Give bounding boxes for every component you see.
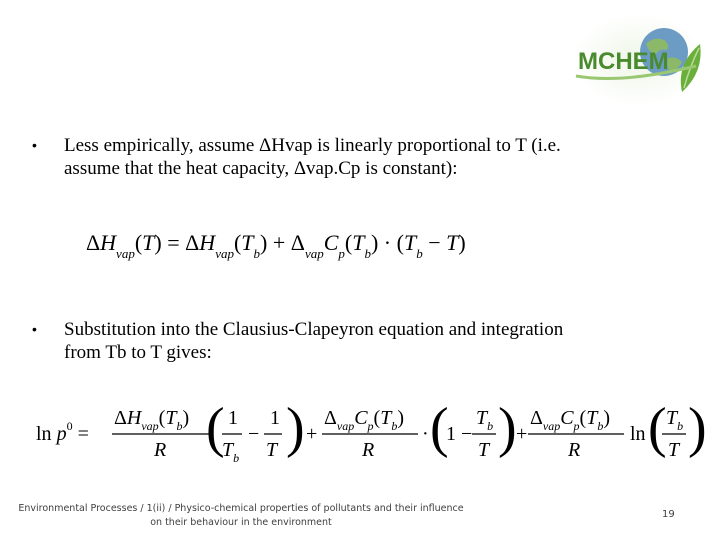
svg-text:+: + (306, 423, 318, 445)
svg-text:T: T (478, 439, 490, 461)
svg-text:Tb: $T_b$ (666, 407, 684, 433)
logo-graphic (572, 14, 704, 106)
svg-text:ΔHvap(Tb): $\Delta H_{vap}(T_b)$ (114, 407, 190, 433)
bullet-marker: • (32, 137, 37, 153)
svg-text:+: + (516, 423, 528, 445)
footer-line-2: on their behaviour in the environment (150, 517, 332, 528)
svg-text:(: ( (206, 397, 225, 459)
equation-2 (36, 396, 706, 476)
svg-text:ΔvapCp(Tb): $\Delta_{vap}C_p(T_b)$ (530, 407, 611, 433)
bullet-1-line-1: Less empirically, assume ΔHvap is linearly proportional to T (i.e. (64, 135, 561, 156)
svg-text:R: R (568, 439, 581, 461)
svg-text:ΔvapCp(Tb): $\Delta_{vap}C_p(T_b)$ (324, 407, 405, 433)
svg-text:T: T (266, 439, 278, 461)
svg-text:1: 1 (270, 407, 280, 429)
svg-text:ΔHvap(T) = ΔHvap(Tb) + ΔvapCp(: $\Delta H_{vap}(T) = \Delta H_{vap}(T_b) + \Delta_{vap}C_p(T_b) \cdot (T_b - T)$ (86, 230, 466, 261)
svg-text:ln p0 =: $\ln p^0$ = (36, 419, 89, 445)
svg-text:−: − (248, 423, 260, 445)
svg-text:ln: ln (630, 423, 646, 445)
svg-text:Tb: $T_b$ (476, 407, 494, 433)
svg-text:R: R (362, 439, 375, 461)
svg-text:(: ( (430, 397, 449, 459)
svg-text:1: 1 (228, 407, 238, 429)
equation-1 (86, 220, 566, 270)
bullet-1-line-2: assume that the heat capacity, Δvap.Cp is constant): (64, 158, 458, 179)
slide-footer (6, 502, 476, 530)
svg-text:T: T (668, 439, 680, 461)
svg-text:): ) (286, 397, 305, 459)
svg-text:·: · (422, 423, 429, 445)
svg-text:R: R (154, 439, 167, 461)
logo-text: MCHEM (578, 48, 669, 75)
svg-text:(: ( (648, 397, 667, 459)
svg-text:Tb: $T_b$ (222, 439, 240, 465)
svg-text:1 −: 1 − (446, 423, 473, 445)
page-number: 19 (662, 509, 675, 520)
footer-line-1: Environmental Processes / 1(ii) / Physico-chemical properties of pollutants and their influence (18, 503, 464, 514)
mchem-logo (572, 14, 704, 106)
svg-text:): ) (498, 397, 517, 459)
bullet-2-line-2: from Tb to T gives: (64, 342, 212, 363)
bullet-2-line-1: Substitution into the Clausius-Clapeyron equation and integration (64, 319, 564, 340)
bullet-marker: • (32, 321, 37, 337)
svg-text:): ) (688, 397, 706, 459)
